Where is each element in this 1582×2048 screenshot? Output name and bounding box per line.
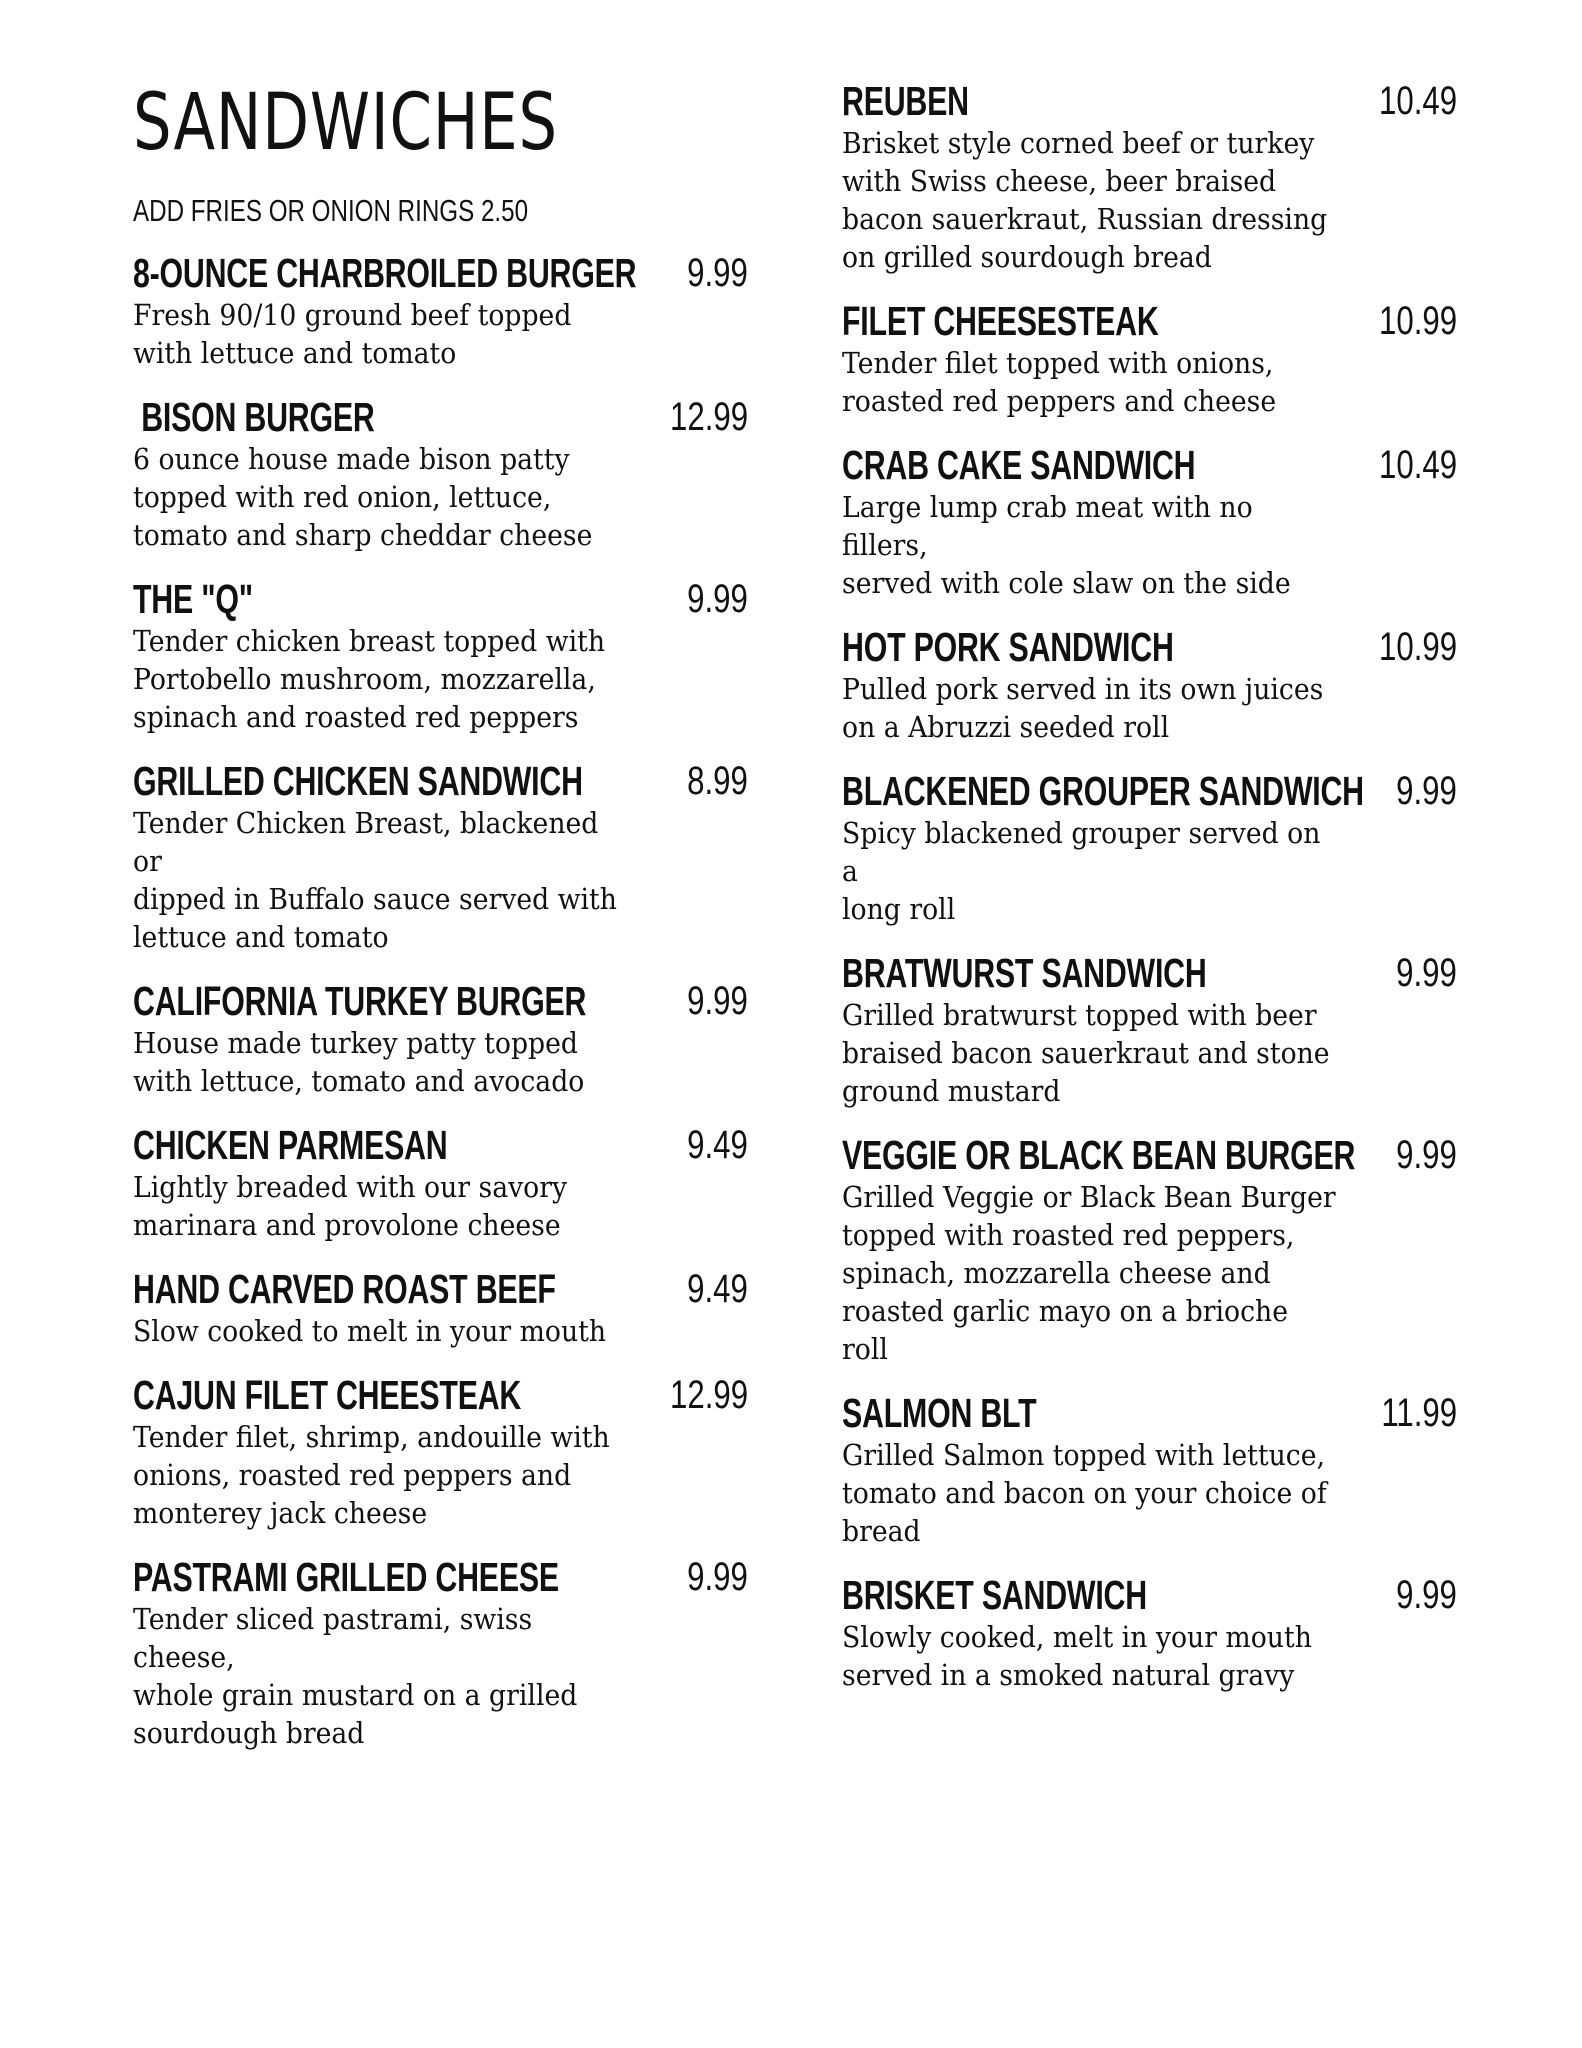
- item-description: Grilled bratwurst topped with beer braised bacon sauerkraut and stone ground mustard: [842, 998, 1330, 1108]
- menu-item: [133, 758, 748, 956]
- item-description: Brisket style corned beef or turkey with Swiss cheese, beer braised bacon sauerkraut, Russian dressing on grilled sourdough bread: [842, 126, 1328, 274]
- left-items: [133, 250, 748, 1752]
- menu-item: [842, 298, 1457, 420]
- item-description: Grilled Veggie or Black Bean Burger topped with roasted red peppers, spinach, mozzarella cheese and roasted garlic mayo on a brioche roll: [842, 1180, 1336, 1366]
- menu-item: [133, 1372, 748, 1532]
- menu-item: [842, 442, 1457, 602]
- item-price: 12.99: [669, 395, 748, 439]
- item-description: Grilled Salmon topped with lettuce, tomato and bacon on your choice of bread: [842, 1438, 1327, 1548]
- menu-item: [133, 394, 748, 554]
- menu-column-left: [133, 72, 748, 1774]
- item-name: HAND CARVED ROAST BEEF: [133, 1266, 556, 1312]
- menu-item: [842, 1390, 1457, 1550]
- item-price: 12.99: [669, 1373, 748, 1417]
- item-price: 9.99: [1396, 769, 1457, 813]
- item-price: 10.99: [1378, 625, 1457, 669]
- menu-item: [133, 1266, 748, 1350]
- item-name: 8-OUNCE CHARBROILED BURGER: [133, 250, 637, 296]
- item-name: BRISKET SANDWICH: [842, 1572, 1147, 1618]
- item-name: REUBEN: [842, 78, 969, 124]
- item-price: 10.49: [1378, 79, 1457, 123]
- right-items: [842, 78, 1457, 1694]
- item-description: 6 ounce house made bison patty topped with red onion, lettuce, tomato and sharp cheddar cheese: [133, 442, 593, 552]
- menu-item: [842, 624, 1457, 746]
- item-description: Fresh 90/10 ground beef topped with lettuce and tomato: [133, 298, 572, 370]
- item-name: GRILLED CHICKEN SANDWICH: [133, 758, 583, 804]
- item-description: Tender Chicken Breast, blackened or dipped in Buffalo sauce served with lettuce and tomato: [133, 806, 617, 954]
- item-price: 10.49: [1378, 443, 1457, 487]
- menu-item: [842, 768, 1457, 928]
- item-name: THE "Q": [133, 576, 253, 622]
- item-price: 9.99: [687, 979, 748, 1023]
- item-description: Lightly breaded with our savory marinara and provolone cheese: [133, 1170, 568, 1242]
- menu-item: [842, 78, 1457, 276]
- item-price: 9.49: [687, 1267, 748, 1311]
- item-description: Tender sliced pastrami, swiss cheese, whole grain mustard on a grilled sourdough bread: [133, 1602, 578, 1750]
- menu-item: [133, 250, 748, 372]
- item-description: Pulled pork served in its own juices on a Abruzzi seeded roll: [842, 672, 1324, 744]
- item-description: Tender filet, shrimp, andouille with onions, roasted red peppers and monterey jack cheese: [133, 1420, 610, 1530]
- item-name: BLACKENED GROUPER SANDWICH: [842, 768, 1364, 814]
- item-description: Tender chicken breast topped with Portobello mushroom, mozzarella, spinach and roasted red peppers: [133, 624, 606, 734]
- item-name: BRATWURST SANDWICH: [842, 950, 1207, 996]
- item-price: 9.99: [687, 251, 748, 295]
- menu-item: [842, 1132, 1457, 1368]
- item-price: 11.99: [1381, 1391, 1457, 1435]
- menu-item: [842, 1572, 1457, 1694]
- item-name: HOT PORK SANDWICH: [842, 624, 1174, 670]
- item-description: Tender filet topped with onions, roasted red peppers and cheese: [842, 346, 1277, 418]
- item-price: 10.99: [1378, 299, 1457, 343]
- menu-item: [842, 950, 1457, 1110]
- menu-column-right: [842, 78, 1457, 1716]
- item-description: Slowly cooked, melt in your mouth served in a smoked natural gravy: [842, 1620, 1312, 1692]
- item-name: CAJUN FILET CHEESTEAK: [133, 1372, 522, 1418]
- item-description: Spicy blackened grouper served on a long roll: [842, 816, 1321, 926]
- menu-item: [133, 1122, 748, 1244]
- section-title: SANDWICHES: [133, 78, 558, 168]
- item-price: 9.99: [687, 577, 748, 621]
- item-price: 9.99: [1396, 1573, 1457, 1617]
- item-price: 9.99: [687, 1555, 748, 1599]
- item-description: Slow cooked to melt in your mouth: [133, 1314, 607, 1348]
- item-name: CHICKEN PARMESAN: [133, 1122, 448, 1168]
- item-name: FILET CHEESESTEAK: [842, 298, 1159, 344]
- item-name: BISON BURGER: [133, 394, 375, 440]
- menu-item: [133, 978, 748, 1100]
- item-description: House made turkey patty topped with lettuce, tomato and avocado: [133, 1026, 585, 1098]
- item-price: 9.49: [687, 1123, 748, 1167]
- section-note: ADD FRIES OR ONION RINGS 2.50: [133, 193, 529, 228]
- item-price: 9.99: [1396, 1133, 1457, 1177]
- item-name: PASTRAMI GRILLED CHEESE: [133, 1554, 559, 1600]
- item-price: 9.99: [1396, 951, 1457, 995]
- item-description: Large lump crab meat with no fillers, served with cole slaw on the side: [842, 490, 1291, 600]
- item-price: 8.99: [687, 759, 748, 803]
- menu-item: [133, 576, 748, 736]
- item-name: SALMON BLT: [842, 1390, 1037, 1436]
- item-name: CALIFORNIA TURKEY BURGER: [133, 978, 587, 1024]
- item-name: CRAB CAKE SANDWICH: [842, 442, 1196, 488]
- item-name: VEGGIE OR BLACK BEAN BURGER: [842, 1132, 1356, 1178]
- menu-item: [133, 1554, 748, 1752]
